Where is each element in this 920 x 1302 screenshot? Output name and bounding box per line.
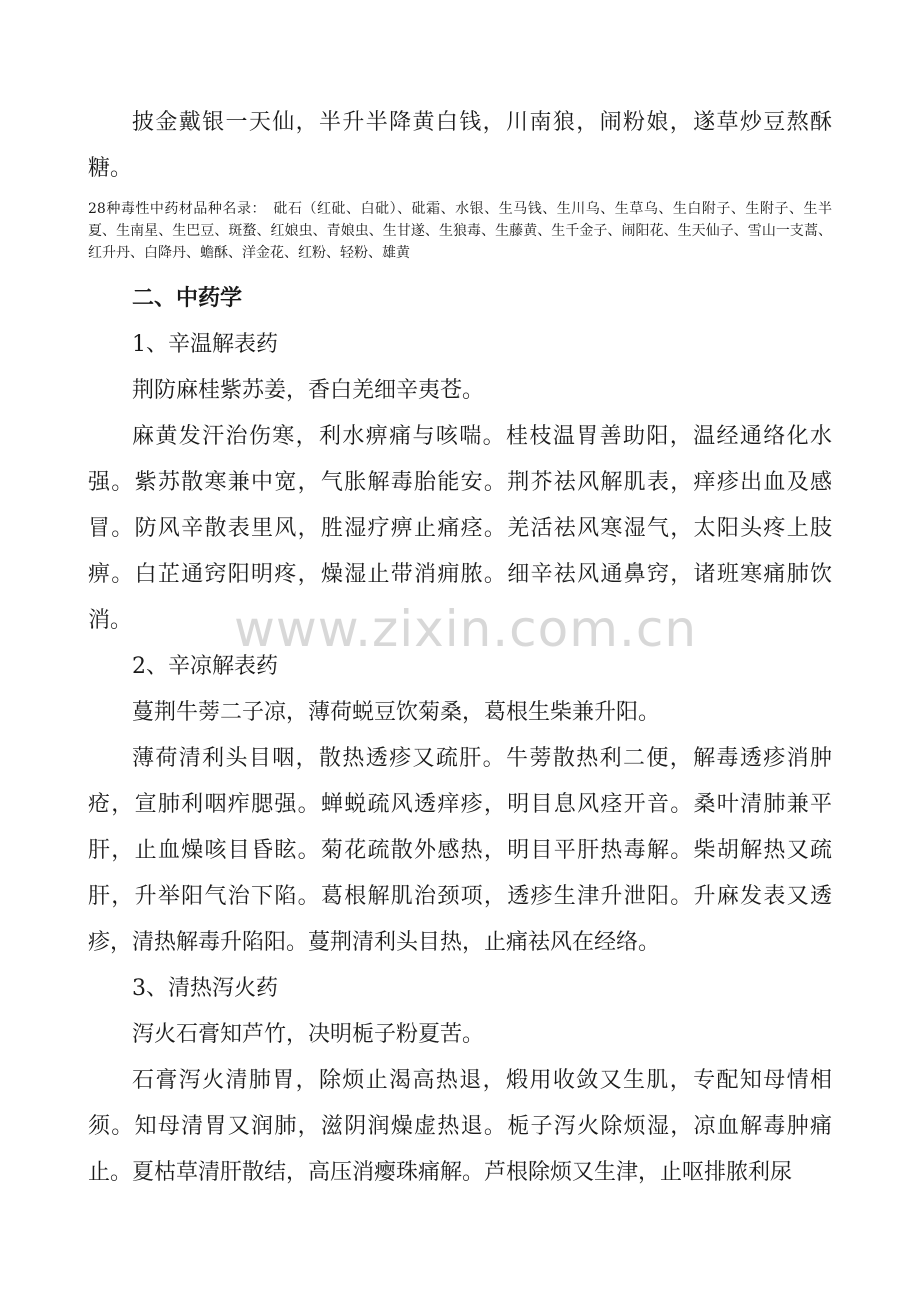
subheading-1: 1、辛温解表药 [132, 332, 278, 357]
subheading-3: 3、清热泻火药 [132, 976, 278, 1001]
verse-3: 泻火石膏知芦竹，决明栀子粉夏苦。 [132, 1022, 485, 1047]
paragraph-verse-toxic: 披金戴银一天仙，半升半降黄白钱，川南狼，闹粉娘，遂草炒豆熬酥糖。 [88, 110, 832, 181]
watermark: www.zixin.com.cn [234, 600, 698, 658]
paragraph-2: 薄荷清利头目咽，散热透疹又疏肝。牛蒡散热利二便，解毒透疹消肿疮，宣肺利咽痄腮强。蝉蜕疏风透痒疹，明目息风痉开音。桑叶清肺兼平肝，止血燥咳目昏眩。菊花疏散外感热，明目平肝热毒解。柴胡解热又疏肝，升举阳气治下陷。葛根解肌治颈项，透疹生津升泄阳。升麻发表又透疹，清热解毒升陷阳。蔓荆清利头目热，止痛祛风在经络。 [88, 746, 832, 955]
paragraph-1: 麻黄发汗治伤寒，利水痹痛与咳喘。桂枝温胃善助阳，温经通络化水强。紫苏散寒兼中宽，气胀解毒胎能安。荆芥祛风解肌表，痒疹出血及感冒。防风辛散表里风，胜湿疗痹止痛痉。羌活祛风寒湿气，太阳头疼上肢痹。白芷通窍阳明疼，燥湿止带消痈脓。细辛祛风通鼻窍，诸班寒痛肺饮消。 [88, 424, 832, 633]
document-body [88, 100, 832, 1196]
paragraph-3: 石膏泻火清肺胃，除烦止渴高热退，煅用收敛又生肌，专配知母情相须。知母清胃又润肺，滋阴润燥虚热退。栀子泻火除烦湿，凉血解毒肿痛止。夏枯草清肝散结，高压消瘿珠痛解。芦根除烦又生津，止呕排脓利尿 [88, 1068, 832, 1185]
subheading-2: 2、辛凉解表药 [132, 654, 278, 679]
section-heading: 二、中药学 [132, 286, 243, 311]
verse-1: 荆防麻桂紫苏姜，香白羌细辛夷苍。 [132, 378, 485, 403]
paragraph-toxic-list: 28种毒性中药材品种名录： 砒石（红砒、白砒）、砒霜、水银、生马钱、生川乌、生草乌、生白附子、生附子、生半夏、生南星、生巴豆、斑蝥、红娘虫、青娘虫、生甘遂、生狼毒、生藤黄、生千金子、闹阳花、生天仙子、雪山一支蒿、红升丹、白降丹、蟾酥、洋金花、红粉、轻粉、雄黄 [88, 201, 832, 261]
verse-2: 蔓荆牛蒡二子凉，薄荷蜕豆饮菊桑，葛根生柴兼升阳。 [132, 700, 661, 725]
